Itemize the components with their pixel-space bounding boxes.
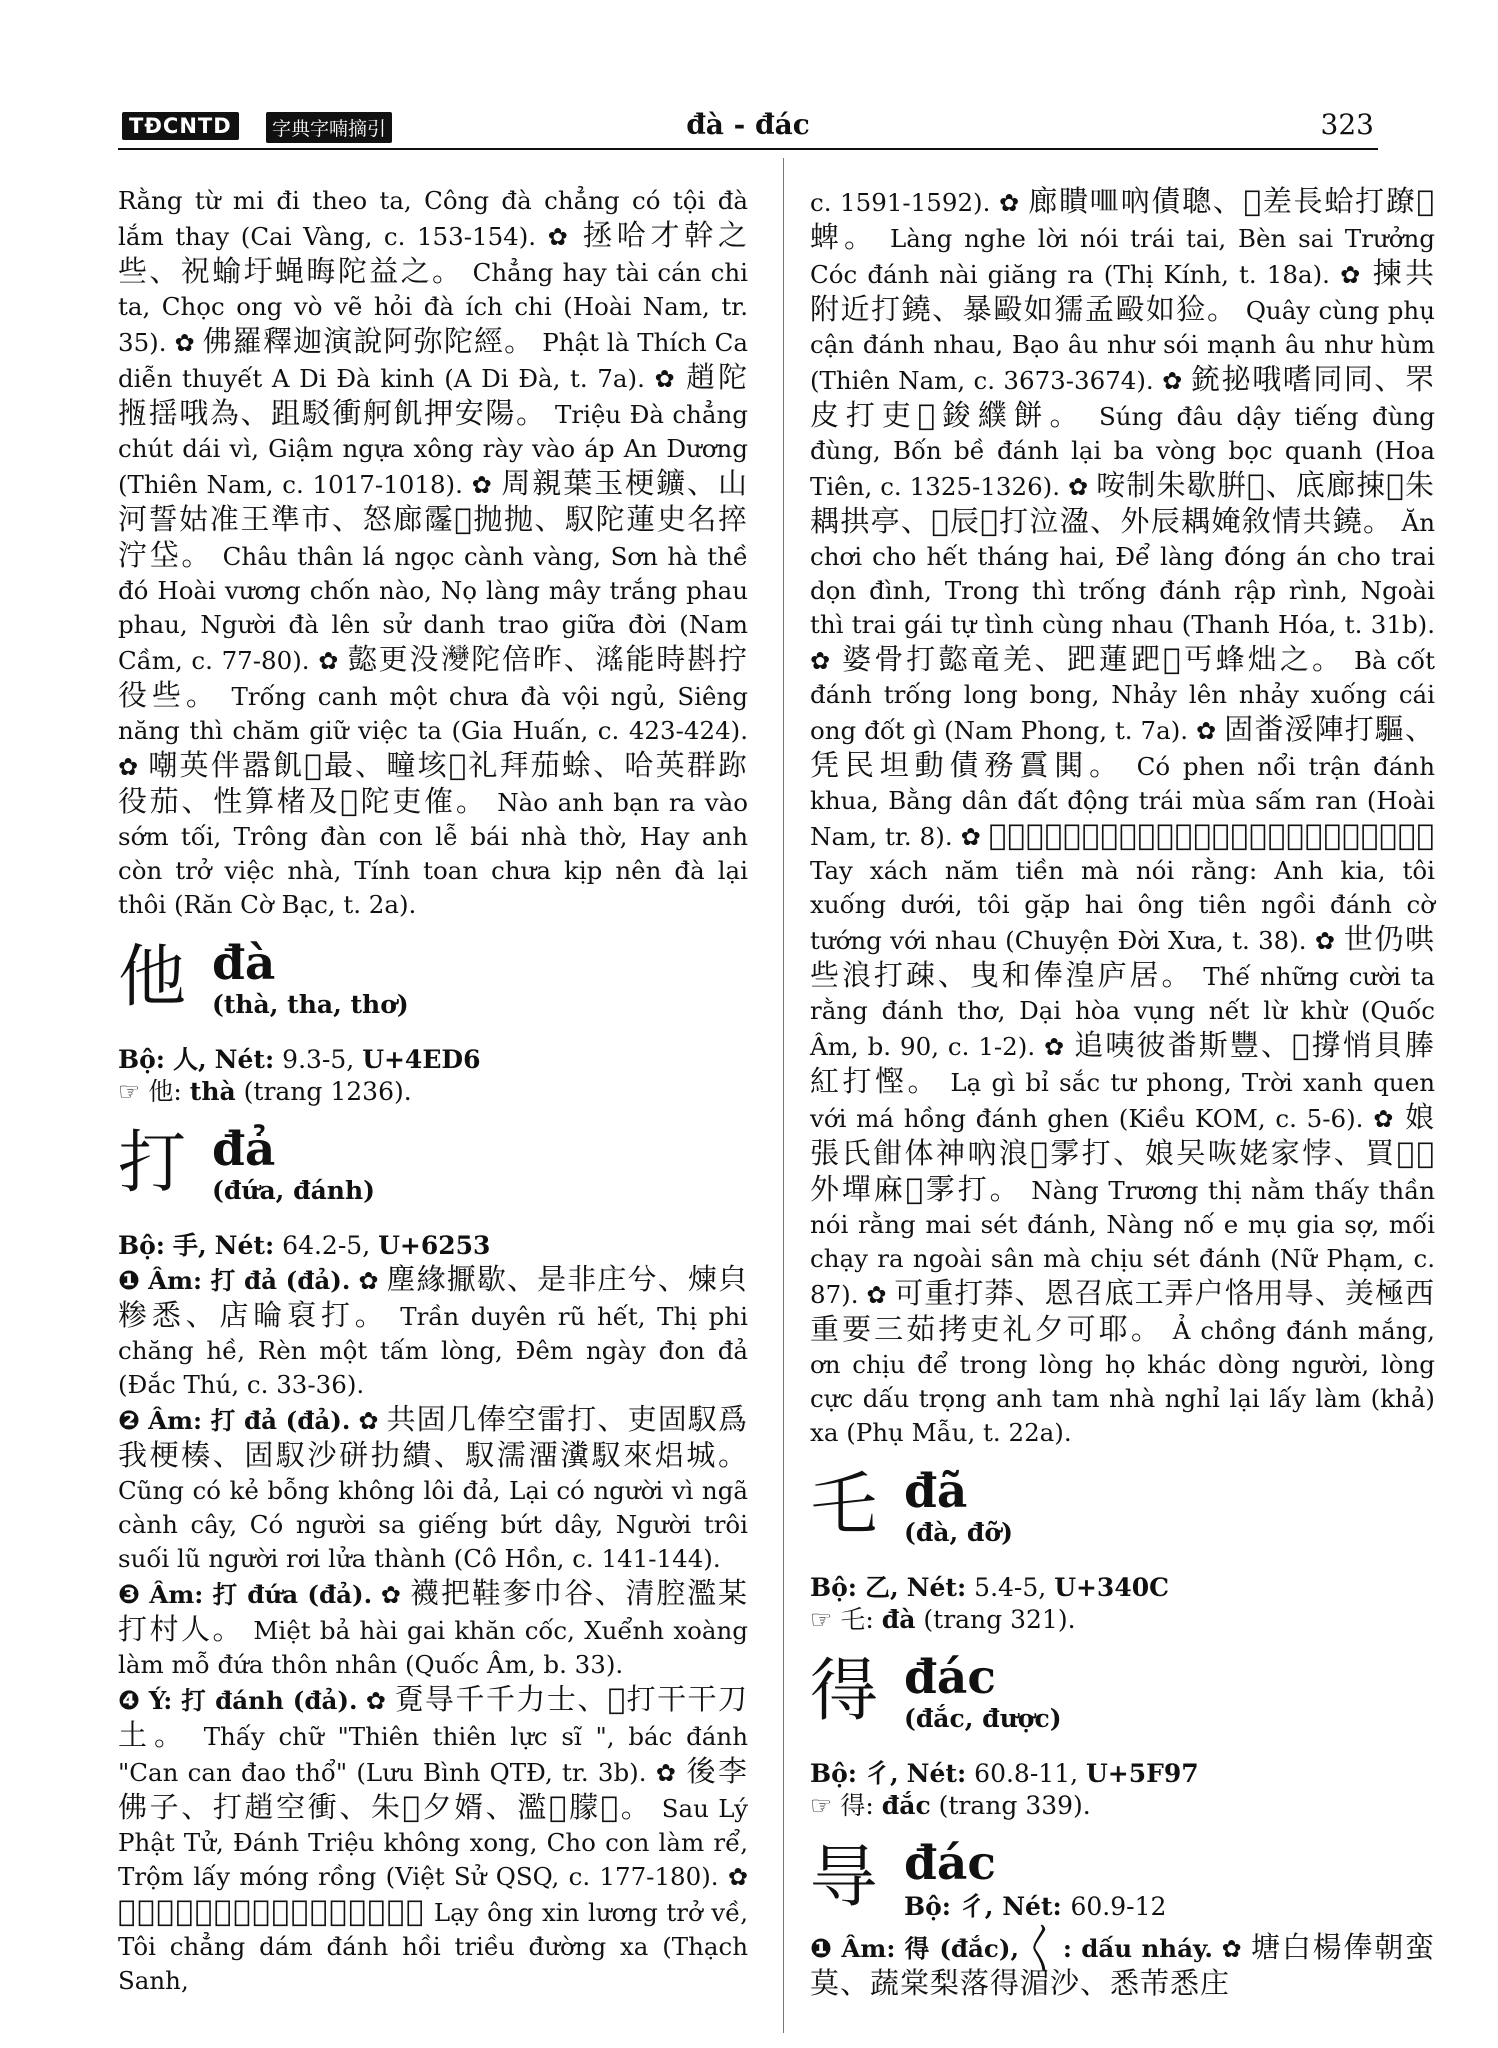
example-text: Quây cùng phụ cận đánh nhau, Bạo âu như sói mạnh âu như hùm (Thiên Nam, c. 3673-3674). [810,296,1435,395]
nom-quote: 揀共附近打鐃、暴毆如獳孟毆如猃。 [810,256,1435,326]
nom-quote: 追咦彼畨斯豐、𡗶撐悄貝䏾紅打慳。 [810,1028,1436,1098]
flower-icon: ✿ [471,471,493,499]
nom-quote: 㦤更没𤅶陀倍昨、𤁓能時斟拧役些。 [118,642,748,712]
example-text: Làng nghe lời nói trái tai, Bèn sai Trưởng Cóc đánh nài giăng ra (Thị Kính, t. 18a). [810,224,1435,289]
headword-variants: (thà, tha, thơ) [212,990,409,1019]
radical-label: Bộ: [904,1892,952,1921]
flower-icon: ✿ [318,647,340,675]
example-text: Nào anh bạn ra vào sớm tối, Trông đàn con lễ bái nhà thờ, Hay anh còn trở việc nhà, Tính toan chưa kịp nên đà lại thôi (Răn Cờ Bạc, t. 2a). [118,788,748,919]
sense-number: ❶ [118,1266,141,1296]
unicode-code: U+6253 [378,1231,491,1260]
radical-label: Bộ: [118,1045,166,1074]
column-divider [783,158,784,2033]
stroke-count: 5.4-5, [974,1573,1047,1602]
example-text: Cũng có kẻ bỗng không lôi đả, Lại có người vì ngã cành cây, Có người sa giếng bứt dây, Người trôi suối lũ người rơi lửa thành (Cô Hồn, c. 141-144). [118,1476,748,1573]
radical: 人, [173,1045,207,1074]
headword-character: 打 [118,1124,187,1203]
example-text: Súng đâu dậy tiếng đùng đùng, Bốn bề đánh lại ba vòng bọc quanh (Hoa Tiên, c. 1325-1326). [810,402,1435,501]
entry-dac-2 [810,1834,1435,1930]
nom-quote: 塵緣擫歇、是非庄兮、煉㒵糁悉、店㫻裒打。 [118,1262,748,1332]
nom-quote: 世仍哄些浪打疎、曳和俸湟庐居。 [810,922,1435,992]
flower-icon: ✿ [358,1267,379,1295]
example-text: Trần duyên rũ hết, Thị phi chăng hề, Rèn một tấm lòng, Đêm ngày đon đả (Đắc Thú, c. 33-36). [118,1302,748,1399]
stroke-label: Nét: [1002,1892,1062,1921]
pointing-hand-icon: ☞ [810,1605,833,1634]
headword: đác [904,1650,996,1705]
radical-label: Bộ: [810,1573,858,1602]
headword-character: 㝵 [810,1838,879,1917]
dictionary-logo: TĐCNTD [122,112,239,140]
pointing-hand-icon: ☞ [810,1791,833,1820]
flower-icon: ✿ [960,823,981,851]
nom-quote: 佛羅釋迦演說阿弥陀經。 [202,324,535,358]
flower-icon: ✿ [655,1759,678,1787]
sense-label: Ý: 打 đánh (đả). [148,1686,358,1715]
example-text: Có phen nổi trận đánh khua, Bằng dân đất động trái mùa sấm ran (Hoài Nam, tr. 8). [810,752,1435,851]
headword-variants: (đắc, được) [904,1704,1062,1733]
cross-reference [810,1790,1435,1822]
sense-label: Âm: 打 đả (đả). [148,1266,351,1295]
nom-quote: 銃㧙哦嗜同同、罘皮打吏𢬣鋑纀餅。 [810,362,1435,432]
nom-quote: 嘲英伴嚣飢𡀯最、疃垓𥘷礼拜茄蜍、哈英群䟢役茄、性算楮及𩨱陀吏傕。 [118,748,749,818]
nom-quote: 咹制朱歇腁𠆳、底廊捒𥂵朱耦拱亭、𨉟辰𠖈打泣溋、外辰耦㛪敘情共鐃。 [810,468,1436,538]
radical-stroke-line [904,1890,1435,1924]
sense-label: Âm: 得 (đắc), 〱 : dấu nháy. [841,1934,1213,1963]
example-text: Thấy chữ "Thiên thiên lực sĩ ", bác đánh "Can can đao thổ" (Lưu Bình QTĐ, tr. 3b). [118,1722,748,1787]
flower-icon: ✿ [358,1407,379,1435]
xref-page: (trang 1236). [243,1077,412,1106]
xref-word: đà [881,1605,916,1634]
stroke-count: 9.3-5, [282,1045,355,1074]
continued-entry-text [118,184,748,922]
example-text: Châu thân lá ngọc cành vàng, Sơn hà thề đó Hoài vương chốn nào, Nọ làng mây trắng phau phau, Người đà lên sử danh trao giữa đời (Nam Cầm, c. 77-80). [118,542,748,675]
example-text: Triệu Đà chẳng chút dái vì, Giậm ngựa xông rày vào áp An Dương (Thiên Nam, c. 1017-1018). [118,400,748,499]
pointing-hand-icon: ☞ [118,1077,141,1106]
example-text: Ăn chơi cho hết tháng hai, Để làng đóng án cho trai dọn đình, Trong thì trống đánh rập rình, Ngoài thì trai gái tự tình cùng nhau (Thanh Hóa, t. 31b). [810,508,1435,639]
stroke-count: 60.9-12 [1070,1892,1167,1921]
flower-icon: ✿ [810,647,833,675]
nom-quote: 𢬣挄䊷錢麻吶浪嬰箕碎𡬈罸碎及𠆳翁仙坐打棋將貝鐃。 [988,818,1436,852]
xref-word: thà [189,1077,236,1106]
example-text: Ả chồng đánh mắng, ơn chịu để trong lòng họ khác dòng người, lòng cực dấu trọng anh tam nhà nghỉ lại lấy làm (khả) xa (Phụ Mẫu, t. 22a). [810,1316,1435,1447]
example-text: Lạ gì bỉ sắc tư phong, Trời xanh quen với má hồng đánh ghen (Kiều KOM, c. 5-6). [810,1068,1435,1133]
flower-icon: ✿ [1044,1033,1066,1061]
flower-icon: ✿ [1314,927,1336,955]
sense-2 [118,1402,748,1576]
stroke-label: Nét: [214,1045,275,1074]
nom-quote: 可重打莽、恩召底工弄户恪用㝵、羙極西重要三茹拷吏礼夕可耶。 [810,1276,1435,1346]
nom-quote: 固畨浽陣打驅、凭民坦動債務霣閧。 [810,712,1436,782]
xref-character: 乇: [840,1605,874,1634]
nom-quote: 婆骨打㦤竜羌、跁蓮跁𨁫丐蜂炪之。 [842,642,1345,676]
example-text: Nàng Trương thị nằm thấy thần nói rằng mai sét đánh, Nàng nố e mụ gia sợ, mối chạy ra ngoài sân mà chịu sét đánh (Nữ Phạm, c. 87). [810,1176,1436,1309]
example-text: Rằng từ mi đi theo ta, Công đà chẳng có tội đà lắm thay (Cai Vàng, c. 153-154). [118,186,748,251]
chu-nom-logo: 字典字喃摘引 [266,112,392,143]
entry-da [118,1120,748,1230]
headword-variants: (đứa, đánh) [212,1176,375,1205]
headword: đà [212,936,276,991]
radical-stroke-line [810,1572,1435,1604]
headword-variants: (đà, đỡ) [904,1518,1013,1547]
sense-number: ❶ [810,1934,833,1964]
unicode-code: U+4ED6 [362,1045,481,1074]
headword: đác [904,1836,996,1891]
flower-icon: ✿ [1340,261,1363,289]
flower-icon: ✿ [1067,473,1089,501]
flower-icon: ✿ [1162,367,1183,395]
headword-character: 他 [118,938,187,1017]
radical: 手, [173,1231,207,1260]
example-text: Lạy ông xin lương trở về, Tôi chẳng dám đánh hồi triều đường xa (Thạch Sanh, [118,1898,748,1995]
page-header [118,108,1378,146]
flower-icon: ✿ [727,1863,748,1891]
example-text: Trống canh một chưa đà vội ngủ, Siêng năng thì chăm giữ việc ta (Gia Huấn, c. 423-424). [118,682,748,745]
example-text: Thế những cười ta rằng đánh thơ, Dại hòa vụng nết lừ khừ (Quốc Âm, b. 90, c. 1-2). [810,962,1435,1061]
sense-label: Âm: 打 đả (đả). [148,1406,351,1435]
flower-icon: ✿ [1221,1935,1243,1963]
nom-quote: 𥚄㝵嗔糧阻衛、碎庄监打回朝唐賒。 [118,1894,426,1928]
page-number: 323 [1320,108,1374,141]
unicode-code: U+340C [1054,1573,1170,1602]
xref-page: (trang 321). [923,1605,1076,1634]
stroke-label: Nét: [906,1573,967,1602]
headword-character: 乇 [810,1466,879,1545]
sense-label: Âm: 打 đứa (đả). [149,1580,373,1609]
sense-number: ❹ [118,1686,141,1716]
radical: 彳, [865,1759,899,1788]
entry-da-nga [810,1462,1435,1572]
nom-quote: 塘白楊俸朝蛮莫、蔬棠梨落得湄沙、悉芾悉庄 [810,1930,1436,2000]
flower-icon: ✿ [547,223,572,251]
left-column [118,184,748,1998]
example-text: Sau Lý Phật Tử, Đánh Triệu không xong, Cho con làm rể, Trộm lấy móng rồng (Việt Sử QSQ, c. 177-180). [118,1794,748,1891]
flower-icon: ✿ [1373,1105,1396,1133]
flower-icon: ✿ [174,329,195,357]
headword: đã [904,1464,968,1519]
running-head: đà - đác [686,108,810,141]
flower-icon: ✿ [118,753,140,781]
sense-3 [118,1576,748,1682]
sense-1 [810,1930,1435,2002]
example-text: Phật là Thích Ca diễn thuyết A Di Đà kinh (A Di Đà, t. 7a). [118,328,748,393]
radical-label: Bộ: [810,1759,858,1788]
entry-tha [118,934,748,1044]
nom-quote: 後李佛子、打趙空衝、朱𥘷夕婿、濫𥚄朦𧎜。 [118,1754,749,1824]
cross-reference [118,1076,748,1108]
flower-icon: ✿ [380,1581,402,1609]
sense-4 [118,1682,748,1998]
example-text: Tay xách năm tiền mà nói rằng: Anh kia, tôi xuống dưới, tôi gặp hai ông tiên ngồi đánh cờ tướng với nhau (Chuyện Đời Xưa, t. 38). [810,856,1435,955]
xref-character: 得: [840,1791,874,1820]
entry-dac-1 [810,1648,1435,1758]
flower-icon: ✿ [1196,717,1217,745]
flower-icon: ✿ [365,1687,387,1715]
nom-quote: 趙陀揯揺哦為、跙駁衝舸飢押安陽。 [118,360,748,430]
headword-character: 得 [810,1652,879,1731]
stroke-label: Nét: [906,1759,967,1788]
nom-quote: 共固几俸空雷打、吏固馭爲我梗楱、固馭沙硑扐繢、馭濡澑瀵馭來焒城。 [118,1402,748,1472]
example-text: Chẳng hay tài cán chi ta, Chọc ong vò vẽ hỏi đà ích chi (Hoài Nam, tr. 35). [118,258,748,357]
radical-label: Bộ: [118,1231,166,1260]
xref-character: 他: [148,1077,182,1106]
flower-icon: ✿ [866,1281,887,1309]
xref-word: đắc [881,1791,931,1820]
nom-quote: 周親葉玉梗鑛、山河誓姑准王準市、怒廊霳𣋽抛抛、馭陀蓮史名捽泞垈。 [118,466,748,572]
continued-sense-text [810,184,1435,1450]
sense-number: ❷ [118,1406,141,1436]
radical-stroke-line [118,1044,748,1076]
sense-1 [118,1262,748,1402]
stroke-count: 60.8-11, [974,1759,1079,1788]
right-column [810,184,1435,2002]
header-rule [118,148,1378,150]
example-text: Bà cốt đánh trống long bong, Nhảy lên nhảy xuống cái ong đốt gì (Nam Phong, t. 7a). [810,646,1436,745]
radical: 乙, [865,1573,899,1602]
stroke-count: 64.2-5, [282,1231,371,1260]
example-text: c. 1591-1592). [810,188,991,217]
headword: đả [212,1122,276,1177]
stroke-label: Nét: [214,1231,275,1260]
nom-quote: 娘張氏𩚵体神吶浪𥘷雺打、娘㕦咴姥家悖、買𧼋𨇜外墠麻𢚸雺打。 [810,1100,1436,1206]
nom-quote: 覔㝵千千力士、𢷀打干干刀土。 [118,1682,749,1752]
radical: 彳, [959,1892,994,1921]
flower-icon: ✿ [654,365,677,393]
nom-quote: 襪把鞋奓巾谷、清腔濫某打村人。 [118,1576,748,1646]
radical-stroke-line [810,1758,1435,1790]
cross-reference [810,1604,1435,1636]
flower-icon: ✿ [998,189,1020,217]
nom-quote: 拯哈才幹之些、祝蝓圩蝇晦陀益之。 [118,218,748,288]
radical-stroke-line [118,1230,748,1262]
example-text: Miệt bả hài gai khăn cốc, Xuểnh xoàng làm mỗ đứa thôn nhân (Quốc Âm, b. 33). [118,1616,748,1679]
sense-number: ❸ [118,1580,141,1610]
xref-page: (trang 339). [938,1791,1091,1820]
nom-quote: 廊瞶𠰘吶債聰、𤽗差長蛤打蹽𦀊蜱。 [810,184,1435,254]
unicode-code: U+5F97 [1086,1759,1199,1788]
